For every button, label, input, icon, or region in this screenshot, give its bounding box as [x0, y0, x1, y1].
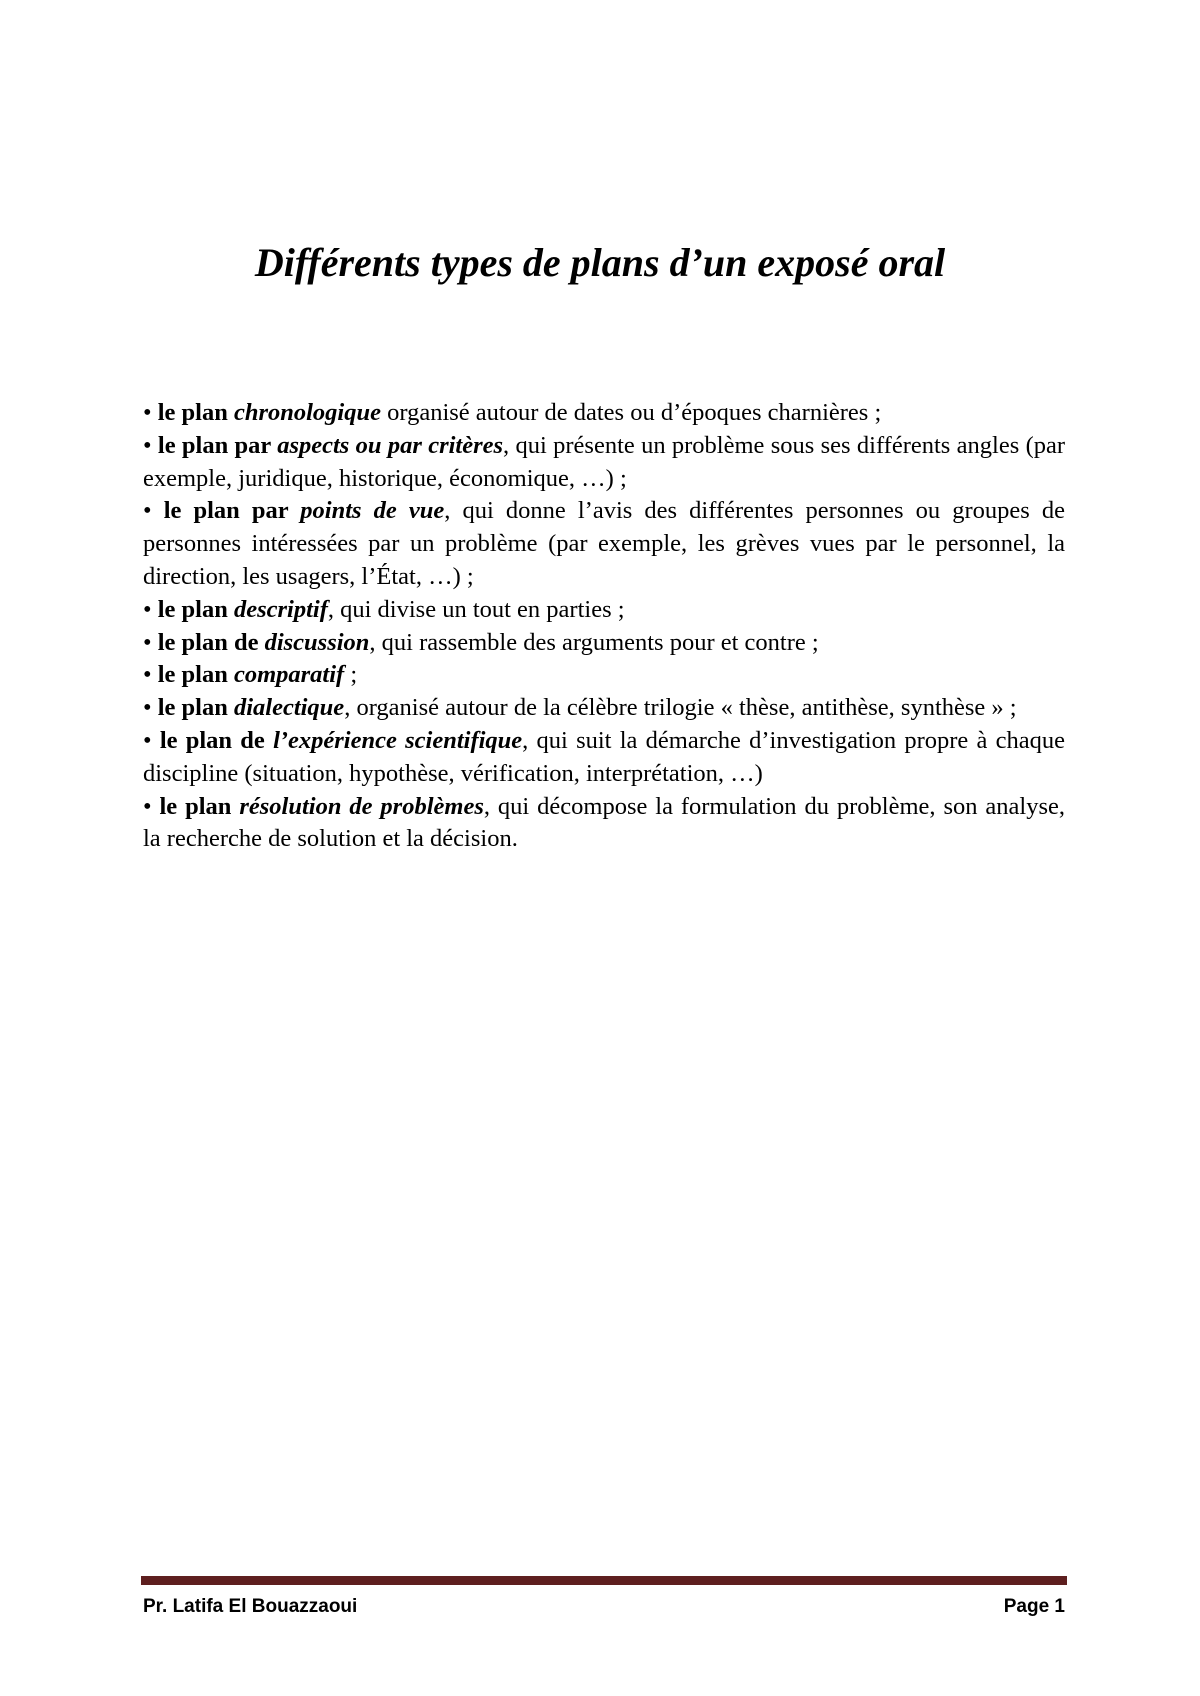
bullet: • — [143, 694, 158, 722]
item-term: chronologique — [233, 399, 381, 426]
item-description: , organisé autour de la célèbre trilogie « thèse, antithèse, synthèse » ; — [344, 694, 1017, 722]
bullet: • — [143, 628, 158, 656]
footer-rule-gap — [141, 1585, 1067, 1587]
bullet: • — [143, 431, 158, 459]
item-term: dialectique — [233, 694, 345, 722]
item-description: ; — [344, 661, 358, 689]
footer-page-number: Page 1 — [1003, 1596, 1065, 1617]
item-description: , qui décompose la formulation du problème, son analyse, la recherche de solution et la décision. — [143, 792, 1065, 853]
item-description: , qui suit la démarche d’investigation propre à chaque discipline (situation, hypothèse, vérification, interprétation, …) — [143, 726, 1065, 787]
item-term: discussion — [264, 628, 370, 656]
bullet: • — [143, 497, 164, 525]
item-lead: le plan de — [159, 726, 274, 754]
plan-types-list — [143, 397, 1065, 856]
item-term: aspects ou par critères — [277, 431, 504, 459]
bullet: • — [143, 726, 160, 754]
list-item — [143, 725, 1065, 791]
list-item — [143, 594, 1065, 627]
list-item — [143, 397, 1065, 430]
item-term: résolution de problèmes — [239, 792, 484, 820]
item-lead: le plan — [159, 792, 240, 820]
bullet: • — [143, 595, 158, 623]
bullet: • — [143, 792, 160, 820]
item-term: l’expérience scientifique — [273, 726, 523, 754]
bullet: • — [143, 661, 158, 689]
item-description: , qui rassemble des arguments pour et contre ; — [369, 628, 819, 656]
list-item — [143, 659, 1065, 692]
page-title: Différents types de plans d’un exposé oral — [254, 240, 946, 285]
list-item — [143, 430, 1065, 496]
bullet: • — [143, 399, 158, 426]
footer-author: Pr. Latifa El Bouazzaoui — [143, 1596, 358, 1617]
item-lead: le plan par — [157, 431, 278, 459]
item-term: comparatif — [233, 661, 345, 689]
list-item — [143, 692, 1065, 725]
item-lead: le plan — [157, 399, 234, 426]
item-term: points de vue — [300, 497, 445, 525]
item-lead: le plan — [157, 595, 234, 623]
item-lead: le plan — [157, 694, 234, 722]
item-description: , qui donne l’avis des différentes personnes ou groupes de personnes intéressées par un problème (par exemple, les grèves vues par le personnel, la direction, les usagers, l’État, …) ; — [143, 497, 1065, 590]
list-item — [143, 791, 1065, 857]
item-lead: le plan par — [163, 497, 301, 525]
page-footer — [143, 1595, 1065, 1619]
list-item — [143, 495, 1065, 593]
item-description: , qui présente un problème sous ses différents angles (par exemple, juridique, historique, économique, …) ; — [143, 431, 1066, 492]
item-term: descriptif — [233, 595, 328, 623]
item-description: organisé autour de dates ou d’époques charnières ; — [380, 399, 882, 426]
item-lead: le plan — [157, 661, 234, 689]
item-description: , qui divise un tout en parties ; — [327, 595, 625, 623]
item-lead: le plan de — [157, 628, 265, 656]
list-item — [143, 627, 1065, 660]
